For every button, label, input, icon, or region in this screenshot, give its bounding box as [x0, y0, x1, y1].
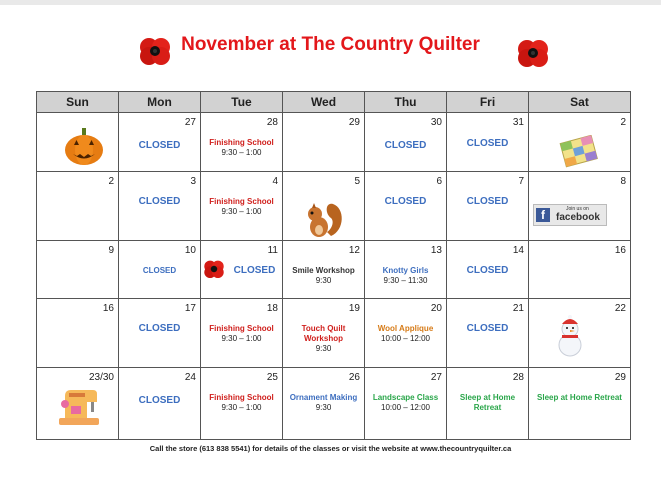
poppy-icon [203, 258, 225, 280]
day-number: 21 [512, 303, 524, 314]
pumpkin-icon [63, 127, 105, 167]
closed-label: CLOSED [384, 196, 427, 207]
quilt-icon [557, 135, 601, 169]
day-number: 13 [430, 245, 442, 256]
week-row [37, 368, 631, 440]
day-cell [447, 241, 529, 299]
closed-label: CLOSED [138, 395, 181, 406]
day-number: 16 [614, 245, 626, 256]
day-cell [447, 172, 529, 241]
day-number: 27 [184, 117, 196, 128]
day-cell [283, 172, 365, 241]
day-number: 23/30 [88, 372, 114, 383]
event-wool-applique[interactable] [365, 324, 446, 344]
day-number: 25 [266, 372, 278, 383]
closed-label: CLOSED [138, 140, 181, 151]
event-finishing-school[interactable] [201, 138, 282, 158]
day-number: 12 [348, 245, 360, 256]
day-cell [119, 241, 201, 299]
facebook-button[interactable] [533, 204, 607, 226]
day-cell [365, 172, 447, 241]
event-finishing-school[interactable] [201, 393, 282, 413]
event-title: Finishing School [209, 393, 274, 402]
day-number: 28 [512, 372, 524, 383]
day-number: 17 [184, 303, 196, 314]
day-cell [283, 241, 365, 299]
event-finishing-school[interactable] [201, 324, 282, 344]
day-cell [365, 241, 447, 299]
week-row [37, 172, 631, 241]
event-ornament-making[interactable] [283, 393, 364, 413]
weekday-header: Tue [201, 92, 283, 113]
day-cell [529, 172, 631, 241]
weekday-header: Fri [447, 92, 529, 113]
event-title: Landscape Class [372, 393, 439, 402]
weekday-header-row [37, 92, 631, 113]
day-number: 29 [348, 117, 360, 128]
event-finishing-school[interactable] [201, 197, 282, 217]
event-time: 9:30 – 1:00 [221, 148, 262, 157]
day-number: 27 [430, 372, 442, 383]
day-cell [283, 299, 365, 368]
day-number: 14 [512, 245, 524, 256]
event-title: Finishing School [209, 197, 274, 206]
day-cell [365, 299, 447, 368]
event-touch-quilt-workshop[interactable] [295, 324, 352, 354]
day-number: 8 [620, 176, 626, 187]
day-cell [365, 368, 447, 440]
day-number: 16 [102, 303, 114, 314]
day-number: 5 [354, 176, 360, 187]
day-number: 28 [266, 117, 278, 128]
event-time: 9:30 [315, 403, 332, 412]
closed-label: CLOSED [466, 265, 509, 276]
event-time: 9:30 [315, 344, 332, 353]
facebook-join-label: Join us on [566, 206, 589, 212]
closed-label: CLOSED [466, 196, 509, 207]
day-number: 10 [184, 245, 196, 256]
day-number: 29 [614, 372, 626, 383]
day-cell [119, 113, 201, 172]
event-time: 9:30 [315, 276, 332, 285]
day-number: 22 [614, 303, 626, 314]
day-cell [529, 113, 631, 172]
page-title: November at The Country Quilter [181, 34, 480, 55]
day-number: 30 [430, 117, 442, 128]
day-cell [529, 241, 631, 299]
top-border [0, 0, 661, 5]
day-cell [37, 241, 119, 299]
day-number: 7 [518, 176, 524, 187]
event-time: 9:30 – 1:00 [221, 207, 262, 216]
event-time: 9:30 – 1:00 [221, 403, 262, 412]
day-cell [119, 172, 201, 241]
event-title: Finishing School [209, 324, 274, 333]
closed-label: CLOSED [233, 265, 276, 276]
day-number: 31 [512, 117, 524, 128]
day-cell [37, 368, 119, 440]
week-row [37, 241, 631, 299]
closed-label: CLOSED [466, 138, 509, 149]
weekday-header: Wed [283, 92, 365, 113]
snowman-icon [553, 314, 587, 358]
event-time: 9:30 – 1:00 [221, 334, 262, 343]
event-time: 9:30 – 11:30 [383, 276, 428, 285]
weekday-header: Sun [37, 92, 119, 113]
day-cell [37, 172, 119, 241]
weekday-header: Sat [529, 92, 631, 113]
day-cell [201, 172, 283, 241]
day-cell [283, 113, 365, 172]
week-row [37, 299, 631, 368]
day-cell [447, 113, 529, 172]
day-cell [447, 368, 529, 440]
event-title: Ornament Making [289, 393, 358, 402]
day-cell [119, 368, 201, 440]
event-title: Touch Quilt Workshop [301, 324, 346, 343]
event-title: Knotty Girls [382, 266, 429, 275]
day-cell [283, 368, 365, 440]
day-number: 19 [348, 303, 360, 314]
day-cell [37, 299, 119, 368]
day-number: 24 [184, 372, 196, 383]
facebook-icon: f [536, 208, 550, 222]
day-number: 2 [620, 117, 626, 128]
closed-label: CLOSED [466, 323, 509, 334]
facebook-label: facebook [556, 212, 600, 223]
day-cell [365, 113, 447, 172]
day-number: 20 [430, 303, 442, 314]
event-smile-workshop[interactable] [283, 266, 364, 286]
day-cell [201, 241, 283, 299]
day-number: 3 [190, 176, 196, 187]
event-title: Wool Applique [377, 324, 434, 333]
closed-label: CLOSED [142, 266, 177, 275]
day-cell [119, 299, 201, 368]
closed-label: CLOSED [138, 323, 181, 334]
event-sleep-at-home-retreat[interactable]: Sleep at Home Retreat [537, 393, 622, 402]
day-cell [447, 299, 529, 368]
day-number: 9 [108, 245, 114, 256]
event-time: 10:00 – 12:00 [381, 334, 430, 343]
calendar-grid [36, 91, 631, 440]
weekday-header: Thu [365, 92, 447, 113]
closed-label: CLOSED [384, 140, 427, 151]
day-cell [201, 299, 283, 368]
day-number: 4 [272, 176, 278, 187]
event-knotty-girls[interactable] [365, 266, 446, 286]
sewing-machine-icon [57, 384, 101, 428]
day-number: 6 [436, 176, 442, 187]
day-number: 26 [348, 372, 360, 383]
event-title: Finishing School [209, 138, 274, 147]
day-cell [201, 113, 283, 172]
day-cell [529, 368, 631, 440]
event-landscape-class[interactable] [365, 393, 446, 413]
event-sleep-at-home-retreat[interactable]: Sleep at Home Retreat [459, 393, 516, 412]
footer-contact: Call the store (613 838 5541) for details of the classes or visit the website at www.thecountryquilter.ca [149, 444, 512, 453]
weekday-header: Mon [119, 92, 201, 113]
week-row [37, 113, 631, 172]
squirrel-icon [301, 200, 345, 240]
day-cell [201, 368, 283, 440]
event-title: Smile Workshop [292, 266, 355, 275]
closed-label: CLOSED [138, 196, 181, 207]
day-cell [37, 113, 119, 172]
day-cell [529, 299, 631, 368]
day-number: 2 [108, 176, 114, 187]
day-number: 11 [267, 245, 278, 256]
day-number: 18 [266, 303, 278, 314]
event-time: 10:00 – 12:00 [381, 403, 430, 412]
